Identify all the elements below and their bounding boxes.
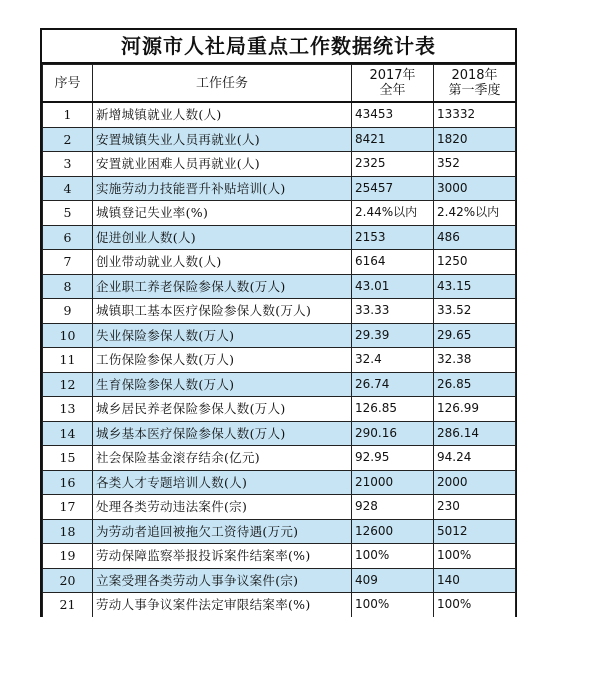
table-row [43, 225, 516, 250]
row-2017-value: 2153 [352, 225, 434, 250]
row-2018-value: 352 [434, 152, 516, 177]
table-row [43, 127, 516, 152]
row-index: 2 [43, 127, 93, 152]
table-row [43, 593, 516, 617]
row-task: 生育保险参保人数(万人) [93, 372, 352, 397]
row-index: 5 [43, 201, 93, 226]
row-2017-value: 2.44%以内 [352, 201, 434, 226]
row-index: 21 [43, 593, 93, 617]
row-2017-value: 43.01 [352, 274, 434, 299]
table-row [43, 152, 516, 177]
row-2018-value: 43.15 [434, 274, 516, 299]
row-2018-value: 486 [434, 225, 516, 250]
row-2018-value: 26.85 [434, 372, 516, 397]
table-row [43, 201, 516, 226]
row-index: 7 [43, 250, 93, 275]
row-index: 16 [43, 470, 93, 495]
table-row [43, 397, 516, 422]
table-row [43, 323, 516, 348]
table-row [43, 544, 516, 569]
stats-table-sheet [40, 28, 517, 617]
row-2018-value: 126.99 [434, 397, 516, 422]
table-row [43, 299, 516, 324]
row-task: 城乡居民养老保险参保人数(万人) [93, 397, 352, 422]
table-row [43, 348, 516, 373]
header-index: 序号 [43, 65, 93, 103]
row-2018-value: 29.65 [434, 323, 516, 348]
table-title: 河源市人社局重点工作数据统计表 [42, 30, 515, 64]
row-task: 各类人才专题培训人数(人) [93, 470, 352, 495]
row-index: 8 [43, 274, 93, 299]
row-2017-value: 8421 [352, 127, 434, 152]
row-2018-value: 230 [434, 495, 516, 520]
row-task: 处理各类劳动违法案件(宗) [93, 495, 352, 520]
row-task: 社会保险基金滚存结余(亿元) [93, 446, 352, 471]
row-2017-value: 6164 [352, 250, 434, 275]
row-task: 安置城镇失业人员再就业(人) [93, 127, 352, 152]
row-2017-value: 2325 [352, 152, 434, 177]
row-task: 城镇职工基本医疗保险参保人数(万人) [93, 299, 352, 324]
table-row [43, 421, 516, 446]
table-row [43, 568, 516, 593]
row-2018-value: 1820 [434, 127, 516, 152]
row-task: 劳动保障监察举报投诉案件结案率(%) [93, 544, 352, 569]
row-2018-value: 2000 [434, 470, 516, 495]
table-row [43, 372, 516, 397]
header-2017-line1: 2017年 [369, 68, 416, 83]
row-task: 劳动人事争议案件法定审限结案率(%) [93, 593, 352, 617]
table-row [43, 250, 516, 275]
row-2017-value: 43453 [352, 102, 434, 127]
header-task: 工作任务 [93, 65, 352, 103]
row-2018-value: 100% [434, 593, 516, 617]
row-task: 城镇登记失业率(%) [93, 201, 352, 226]
row-2018-value: 100% [434, 544, 516, 569]
row-2017-value: 92.95 [352, 446, 434, 471]
row-2017-value: 409 [352, 568, 434, 593]
row-task: 失业保险参保人数(万人) [93, 323, 352, 348]
row-index: 15 [43, 446, 93, 471]
header-2018-line2: 第一季度 [448, 83, 501, 98]
row-2018-value: 140 [434, 568, 516, 593]
row-2018-value: 33.52 [434, 299, 516, 324]
row-index: 18 [43, 519, 93, 544]
row-index: 10 [43, 323, 93, 348]
row-2018-value: 1250 [434, 250, 516, 275]
row-2017-value: 12600 [352, 519, 434, 544]
row-index: 17 [43, 495, 93, 520]
row-index: 3 [43, 152, 93, 177]
row-2017-value: 29.39 [352, 323, 434, 348]
row-index: 11 [43, 348, 93, 373]
row-task: 促进创业人数(人) [93, 225, 352, 250]
table-row [43, 102, 516, 127]
table-body [43, 102, 516, 617]
row-index: 4 [43, 176, 93, 201]
row-2018-value: 2.42%以内 [434, 201, 516, 226]
row-2017-value: 928 [352, 495, 434, 520]
row-index: 14 [43, 421, 93, 446]
row-task: 实施劳动力技能晋升补贴培训(人) [93, 176, 352, 201]
row-task: 为劳动者追回被拖欠工资待遇(万元) [93, 519, 352, 544]
row-2017-value: 25457 [352, 176, 434, 201]
header-2018 [434, 65, 516, 103]
row-2017-value: 33.33 [352, 299, 434, 324]
row-index: 9 [43, 299, 93, 324]
row-task: 立案受理各类劳动人事争议案件(宗) [93, 568, 352, 593]
row-2018-value: 32.38 [434, 348, 516, 373]
row-index: 19 [43, 544, 93, 569]
row-2017-value: 100% [352, 593, 434, 617]
header-row [43, 65, 516, 103]
table-row [43, 176, 516, 201]
row-task: 企业职工养老保险参保人数(万人) [93, 274, 352, 299]
row-task: 工伤保险参保人数(万人) [93, 348, 352, 373]
row-2018-value: 5012 [434, 519, 516, 544]
row-index: 20 [43, 568, 93, 593]
header-2017 [352, 65, 434, 103]
table-row [43, 274, 516, 299]
row-2017-value: 126.85 [352, 397, 434, 422]
table-row [43, 519, 516, 544]
row-2017-value: 21000 [352, 470, 434, 495]
table-row [43, 470, 516, 495]
row-2018-value: 13332 [434, 102, 516, 127]
row-2018-value: 286.14 [434, 421, 516, 446]
row-task: 安置就业困难人员再就业(人) [93, 152, 352, 177]
row-2018-value: 3000 [434, 176, 516, 201]
header-2017-line2: 全年 [379, 83, 406, 98]
row-task: 创业带动就业人数(人) [93, 250, 352, 275]
row-2017-value: 290.16 [352, 421, 434, 446]
row-2017-value: 32.4 [352, 348, 434, 373]
row-2017-value: 100% [352, 544, 434, 569]
table-row [43, 495, 516, 520]
row-task: 新增城镇就业人数(人) [93, 102, 352, 127]
row-2018-value: 94.24 [434, 446, 516, 471]
row-index: 12 [43, 372, 93, 397]
row-index: 13 [43, 397, 93, 422]
header-2018-line1: 2018年 [451, 68, 498, 83]
stats-table [42, 64, 516, 617]
row-index: 1 [43, 102, 93, 127]
row-task: 城乡基本医疗保险参保人数(万人) [93, 421, 352, 446]
row-index: 6 [43, 225, 93, 250]
table-row [43, 446, 516, 471]
row-2017-value: 26.74 [352, 372, 434, 397]
